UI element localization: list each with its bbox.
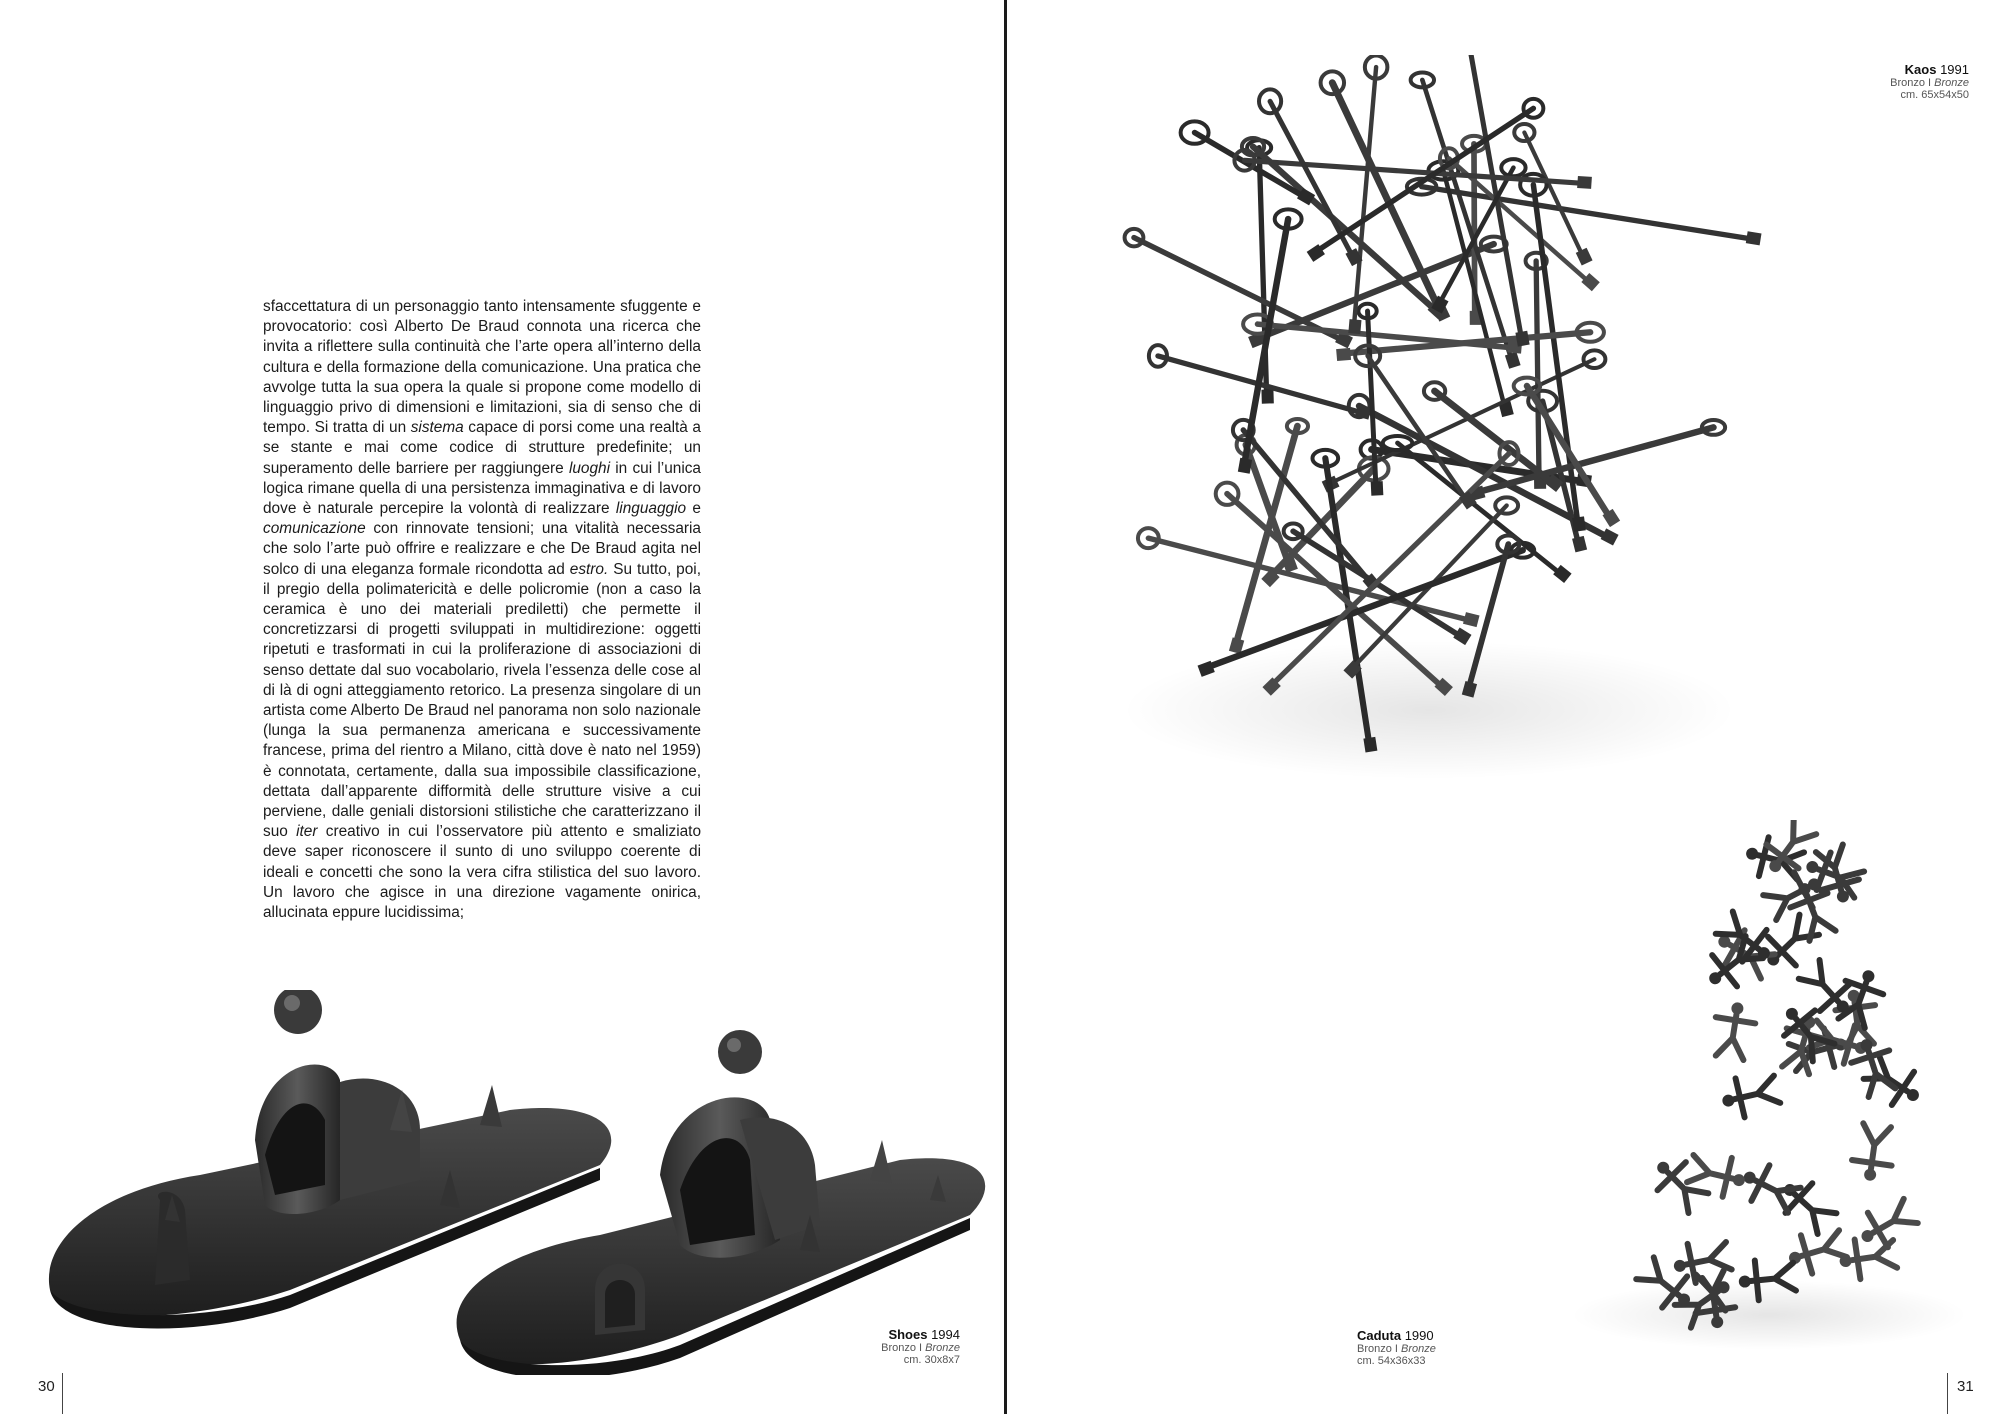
essay-italic-term: sistema bbox=[410, 419, 464, 437]
essay-italic-term: estro. bbox=[569, 560, 609, 578]
figure-shape bbox=[1718, 1070, 1782, 1122]
figure-shape bbox=[1849, 1122, 1896, 1183]
figure-shape bbox=[1645, 1149, 1713, 1217]
key-shape bbox=[1440, 148, 1600, 291]
essay-italic-term: luoghi bbox=[568, 459, 611, 477]
page-number-right-rule bbox=[1947, 1373, 1948, 1414]
essay-italic-term: linguaggio bbox=[615, 500, 687, 518]
shoes-title: Shoes bbox=[888, 1327, 928, 1342]
caduta-dimensions: cm. 54x36x33 bbox=[1357, 1355, 1426, 1367]
essay-italic-term: comunicazione bbox=[263, 520, 366, 538]
caduta-year: 1990 bbox=[1404, 1328, 1434, 1343]
figure-shape bbox=[1794, 956, 1861, 1024]
caduta-title-line bbox=[1357, 1328, 1517, 1343]
page-number-left: 30 bbox=[38, 1378, 55, 1395]
caduta-caption bbox=[1357, 1328, 1517, 1367]
right-page bbox=[1009, 0, 1999, 1414]
kaos-title: Kaos bbox=[1904, 62, 1937, 77]
caduta-sculpture-photo bbox=[1609, 820, 1949, 1340]
kaos-dimensions: cm. 65x54x50 bbox=[1900, 89, 1969, 101]
essay-text-run: in cui l’unica logica rimane quella di una persistenza immaginativa e di lavoro dove è naturale percepire la volontà di realizzare bbox=[263, 459, 701, 518]
key-shape bbox=[1469, 420, 1725, 501]
essay-text bbox=[263, 297, 701, 923]
kaos-sculpture-photo bbox=[1049, 55, 1769, 785]
kaos-material: Bronzo I Bronze bbox=[1890, 77, 1969, 89]
shoes-caption bbox=[820, 1327, 960, 1366]
kaos-year: 1991 bbox=[1940, 62, 1969, 77]
page-number-left-rule bbox=[62, 1373, 63, 1414]
key-shape bbox=[1411, 73, 1521, 369]
figure-shape bbox=[1737, 1257, 1797, 1302]
shoes-title-line bbox=[820, 1327, 960, 1342]
book-spine bbox=[1004, 0, 1007, 1414]
essay-text-run: creativo in cui l’osservatore più attento e smaliziato deve saper riconoscere il sunto di uno sviluppo coerente di ideali e concetti che sono la vera cifra stilistica del suo lavoro. Un lavoro che agisce in una direzione vagamente onirica, allucinata eppure lucidissima; bbox=[263, 823, 702, 922]
caduta-title: Caduta bbox=[1357, 1328, 1402, 1343]
keys-cluster bbox=[1125, 55, 1762, 752]
essay-text-run: Su tutto, poi, il pregio della polimatericità e delle policromie (non a caso la ceramica è uno dei materiali prediletti) che permette il concretizzarsi di progetti sviluppati in multidirezione: oggetti ripetuti e trasformati in cui la proliferazione di associazioni di senso dettate dal suo vocabolario, rivela l’essenza delle cose al di là di ogni atteggiamento retorico. La presenza singolare di un artista come Alberto De Braud nel panorama non solo nazionale (lunga la sua permanenza americana e successivamente francese, prima del rientro a Milano, città dove è nato nel 1959) è connotata, certamente, dalla sua impossibile classificazione, dettata dall’apparente difformità delle strutture visive a cui perviene, dalle geniali distorsioni stilistiche che caratterizzano il suo bbox=[263, 560, 701, 841]
essay-text-run: sfaccettatura di un personaggio tanto intensamente sfuggente e provocatorio: così Alberto De Braud connota una ricerca che invita a riflettere sulla continuità che l’arte opera all’interno della cultura e della formazione della comunicazione. Una pratica che avvolge tutta la sua opera la quale si propone come modello di linguaggio privo di dimensioni e limitazioni, sia di senso che di tempo. Si tratta di un bbox=[263, 298, 701, 437]
key-shape bbox=[1336, 323, 1604, 361]
key-shape bbox=[1526, 253, 1547, 489]
kaos-caption bbox=[1829, 62, 1969, 101]
figure-shape bbox=[1710, 999, 1758, 1061]
essay-text-run: capace di porsi come una realtà a se stante e mai come codice di strutture predefinite; un superamento delle barriere per raggiungere bbox=[263, 419, 701, 477]
caduta-material: Bronzo I Bronze bbox=[1357, 1343, 1436, 1355]
page-number-right: 31 bbox=[1957, 1378, 1974, 1395]
figures-cluster bbox=[1632, 820, 1929, 1333]
essay-text-run: e bbox=[686, 500, 701, 518]
shoes-dimensions: cm. 30x8x7 bbox=[903, 1354, 960, 1366]
essay-paragraph bbox=[263, 297, 701, 923]
figure-shape bbox=[1833, 964, 1890, 1030]
essay-text-run: con rinnovate tensioni; una vitalità necessaria che solo l’arte può offrire e realizzare e che De Braud agita nel solco di una eleganza formale ricondotta ad bbox=[263, 520, 701, 578]
key-shape bbox=[1234, 150, 1591, 189]
shoes-year: 1994 bbox=[931, 1327, 960, 1342]
shoes-sculpture-photo bbox=[40, 990, 990, 1375]
kaos-title-line bbox=[1829, 62, 1969, 77]
essay-italic-term: iter bbox=[296, 823, 318, 841]
shoes-material: Bronzo I Bronze bbox=[881, 1342, 960, 1354]
